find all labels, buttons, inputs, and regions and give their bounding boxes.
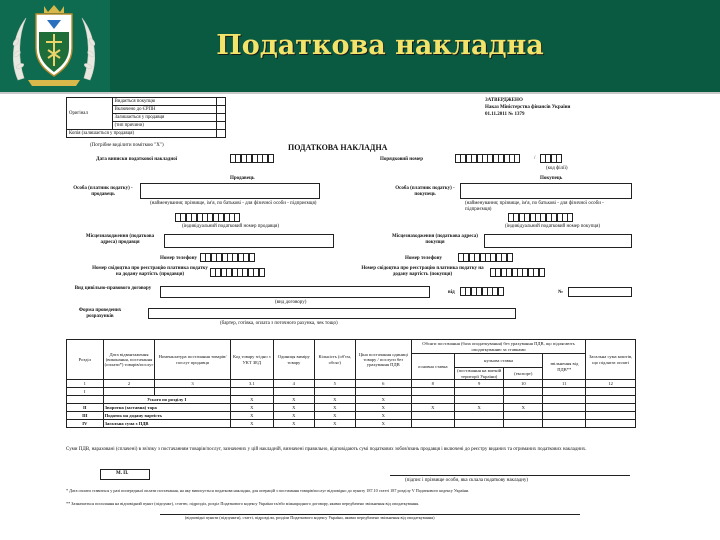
contract-type-input[interactable]	[160, 286, 430, 298]
record-checkbox[interactable]	[217, 106, 226, 114]
serial-cells[interactable]	[455, 154, 520, 163]
original-label: Оригінал	[67, 98, 113, 130]
seller-ipn-cells[interactable]	[175, 213, 240, 222]
table-header: Загальна сума коштів, що підлягає оплаті	[586, 340, 636, 380]
seller-address-input[interactable]	[164, 234, 334, 248]
buyer-address-input[interactable]	[484, 234, 632, 248]
buyer-ipn-cells[interactable]	[508, 213, 573, 222]
table-header: Ціна постачання одиниці товару / послуги без урахування ПДВ	[355, 340, 411, 380]
table-header: Код товару згідно з УКТ ЗЕД	[230, 340, 273, 380]
page-title: Податкова накладна	[216, 30, 544, 61]
col-number: 1	[67, 380, 104, 388]
record-row: Видається покупцю	[112, 98, 216, 106]
record-checkbox[interactable]	[217, 122, 226, 130]
table-header-row	[67, 340, 636, 354]
col-number: 6	[355, 380, 411, 388]
tax-invoice-form: Оригінал Видається покупцю Включено до ЄРПН Залишається у продавця (тип причини) Копія (залишається у продавця) (Потрібне виділити поміткою "X") ЗАТВЕРДЖЕНО Наказ Міністерства фінансів України 01.11.2011 № 1379 ПОДАТКОВА НАКЛАДНА Дата виписки податкової накладної Порядковий номер / (код філії) Продавець Покупець Особа (платник податку) - продавець (найменування; прізвище, ім'я, по батькові - для фізичної особи - підприємця) Особа (платник податку) - покупець (найменування; прізвище, ім'я, по батькові - для фізичної особи - підприємця) (індивідуальний податковий номер продавця) (індивідуальний податковий номер покупця) Місцезнаходження (податкова адреса) продавця Місцезнаходження (податкова адреса) покупця Номер телефону Номер телефону Номер свідоцтва про реєстрацію платника податку на додану вартість (продавця) Номер свідоцтва про реєстрацію платника податку на додану вартість (покупця) Вид цивільно-правового договору (вид договору) від № Форма проведених розрахунків (бартер, готівка, оплата з поточного рахунка, чек тощо) Розділ Дата відвантаження (виконання, постачання (оплати*) товарів/послуг Номенклатура постачання товарів/послуг продавця Код товару згідно з УКТ ЗЕД Одиниця виміру товару Кількість (об'єм, обсяг) Ціна постачання одиниці товару / послуги без урахування ПДВ Обсяги постачання (база оподаткування) без урахування ПДВ, що підлягають оподаткуванню за ставками Загальна сума коштів, що підлягає оплаті основна ставка нульова ставка звільнення від ПДВ** (постачання на митній території України) (експорт) 1 2 3 3.1 4 5 6 8 9 10 11 12 I Усього по розділу I X X X X II Зворотна (заставна) тара X X X X X X X III Податок на додану вартість X X X X IV Загальна сума з ПДВ X X X X Суми ПДВ, нараховані (сплачені) в зв'язку з постачанням товарів/послуг, зазначених у цій накладній, визначені правильно, відповідають сумі податкових зобов'язань продавця і включені до реєстру виданих та отриманих податкових накладних. М. П. (підпис і прізвище особи, яка склала податкову накладну) * Дата оплати ставиться у разі попередньої оплати постачання, на яку виписується податкова накладна, для операцій з постачання товарів/послуг відповідно до пункту 187.10 статті 187 розділу V Податкового кодексу України. ** Зазначається посилання на відповідний пункт (підпункт), статтю, підрозділ, розділ Податкового кодексу України та/або міжнародного договору, якими передбачено звільнення від оподаткування. (відповідні пункти (підпункти), статті, підрозділи, розділи Податкового кодексу України, якими передбачено звільнення від оподаткування)	[60, 95, 640, 535]
section-cell: II	[67, 404, 104, 412]
buyer-phone-label: Номер телефону	[405, 256, 443, 261]
contract-type-hint: (вид договору)	[275, 300, 307, 305]
seller-name-hint: (найменування; прізвище, ім'я, по батькові - для фізичної особи - підприємця)	[150, 201, 317, 206]
seller-heading: Продавець	[230, 176, 255, 181]
table-header: Дата відвантаження (виконання, постачання (оплати*) товарів/послуг	[103, 340, 155, 380]
table-row: IV Загальна сума з ПДВ X X X X	[67, 420, 636, 428]
table-subheader: звільнення від ПДВ**	[543, 354, 586, 380]
section-cell: III	[67, 412, 104, 420]
table-row	[67, 388, 636, 396]
col-number: 8	[411, 380, 454, 388]
stamp-label: М. П.	[116, 471, 129, 476]
col-number: 5	[314, 380, 355, 388]
table-subheader: (експорт)	[504, 368, 543, 380]
buyer-name-hint: (найменування; прізвище, ім'я, по батькові - для фізичної особи - підприємця)	[465, 201, 604, 212]
emblem-icon	[4, 2, 104, 88]
approval-date: 01.11.2011 № 1379	[485, 112, 525, 117]
row-label: Зворотна (заставна) тара	[103, 404, 230, 412]
payment-input[interactable]	[148, 308, 516, 319]
table-subheader: (постачання на митній території України)	[454, 368, 504, 380]
col-number: 2	[103, 380, 155, 388]
invoice-record-box	[66, 97, 226, 138]
record-note: (Потрібне виділити поміткою "X")	[90, 143, 164, 148]
section-cell: IV	[67, 420, 104, 428]
table-row: Усього по розділу I X X X X	[67, 396, 636, 404]
footnote-1: * Дата оплати ставиться у разі попередньої оплати постачання, на яку виписується податкова накладна, для операцій з постачання товарів/послуг відповідно до пункту 187.10 статті 187 розділу V Податкового кодексу України.	[66, 488, 470, 493]
table-subheader: нульова ставка	[454, 354, 542, 368]
contract-label: Вид цивільно-правового договору	[74, 286, 152, 291]
buyer-address-label: Місцезнаходження (податкова адреса) покупця	[392, 234, 478, 245]
date-cells[interactable]	[230, 154, 273, 163]
table-header: Розділ	[67, 340, 104, 380]
col-number: 11	[543, 380, 586, 388]
table-header: Обсяги постачання (база оподаткування) без урахування ПДВ, що підлягають оподаткуванню за ставками	[411, 340, 586, 354]
buyer-phone-cells[interactable]	[458, 253, 512, 262]
seller-phone-label: Номер телефону	[160, 256, 198, 261]
section-cell: I	[67, 388, 104, 396]
seller-address-label: Місцезнаходження (податкова адреса) продавця	[85, 234, 155, 245]
exemption-hint: (відповідні пункти (підпункти), статті, підрозділи, розділи Податкового кодексу України, якими передбачено звільнення від оподаткування)	[185, 515, 435, 520]
table-subheader: основна ставка	[411, 354, 454, 380]
record-row: Включено до ЄРПН	[112, 106, 216, 114]
approval-stamp: ЗАТВЕРДЖЕНО	[485, 98, 523, 103]
signature-line[interactable]	[390, 475, 630, 476]
record-row: (тип причини)	[112, 122, 216, 130]
buyer-person-label: Особа (платник податку) - покупець	[395, 186, 455, 197]
branch-cells[interactable]	[540, 154, 562, 163]
payment-hint: (бартер, готівка, оплата з поточного рахунка, чек тощо)	[220, 321, 338, 326]
column-number-row	[67, 380, 636, 388]
col-number: 4	[273, 380, 314, 388]
buyer-name-input[interactable]	[460, 183, 632, 199]
seller-name-input[interactable]	[140, 183, 320, 199]
payment-label: Форма проведених розрахунків	[78, 308, 122, 319]
col-number: 12	[586, 380, 636, 388]
signature-hint: (підпис і прізвище особи, яка склала податкову накладну)	[405, 478, 529, 483]
contract-date-cells[interactable]	[460, 287, 503, 296]
col-number: 3.1	[230, 380, 273, 388]
buyer-vat-label: Номер свідоцтва про реєстрацію платника податку на додану вартість (покупця)	[361, 266, 484, 277]
table-header: Номенклатура постачання товарів/послуг продавця	[155, 340, 230, 380]
approval-order: Наказ Міністерства фінансів України	[485, 105, 571, 110]
summary-statement: Суми ПДВ, нараховані (сплачені) в зв'язку з постачанням товарів/послуг, зазначених у цій накладній, визначені правильно, відповідають сумі податкових зобов'язань продавця і включені до реєстру виданих та отриманих податкових накладних.	[66, 447, 587, 452]
contract-number-input[interactable]	[568, 287, 632, 297]
serial-label: Порядковий номер	[380, 157, 423, 162]
col-number: 3	[155, 380, 230, 388]
seller-vat-label: Номер свідоцтва про реєстрацію платника податку на додану вартість (продавця)	[92, 266, 208, 277]
record-checkbox[interactable]	[217, 130, 226, 138]
date-label: Дата виписки податкової накладної	[96, 157, 178, 162]
contract-number-label: №	[558, 290, 564, 295]
copy-row: Копія (залишається у продавця)	[67, 130, 217, 138]
branch-code-hint: (код філії)	[546, 166, 568, 171]
table-row: II Зворотна (заставна) тара X X X X X X X	[67, 404, 636, 412]
record-checkbox[interactable]	[217, 98, 226, 106]
row-label: Загальна сума з ПДВ	[103, 420, 230, 428]
footnote-2: ** Зазначається посилання на відповідний пункт (підпункт), статтю, підрозділ, розділ Податкового кодексу України та/або міжнародного договору, якими передбачено звільнення від оподаткування.	[66, 501, 420, 506]
buyer-vat-cells[interactable]	[490, 268, 544, 277]
table-row: III Податок на додану вартість X X X X	[67, 412, 636, 420]
row-label: Усього по розділу I	[103, 396, 230, 404]
record-row: Залишається у продавця	[112, 114, 216, 122]
seller-person-label: Особа (платник податку) - продавець	[73, 186, 133, 197]
buyer-ipn-hint: (індивідуальний податковий номер покупця)	[505, 224, 601, 229]
contract-from-label: від	[448, 290, 455, 295]
goods-table	[66, 339, 636, 428]
document-title: ПОДАТКОВА НАКЛАДНА	[288, 143, 388, 152]
buyer-heading: Покупець	[540, 176, 563, 181]
header-divider	[0, 92, 720, 94]
seller-phone-cells[interactable]	[200, 253, 254, 262]
seller-ipn-hint: (індивідуальний податковий номер продавця)	[182, 224, 279, 229]
col-number: 10	[504, 380, 543, 388]
seller-vat-cells[interactable]	[210, 268, 264, 277]
table-header: Одиниця виміру товару	[273, 340, 314, 380]
slide-header	[0, 0, 720, 92]
table-header: Кількість (об'єм, обсяг)	[314, 340, 355, 380]
record-checkbox[interactable]	[217, 114, 226, 122]
col-number: 9	[454, 380, 504, 388]
row-label: Податок на додану вартість	[103, 412, 230, 420]
